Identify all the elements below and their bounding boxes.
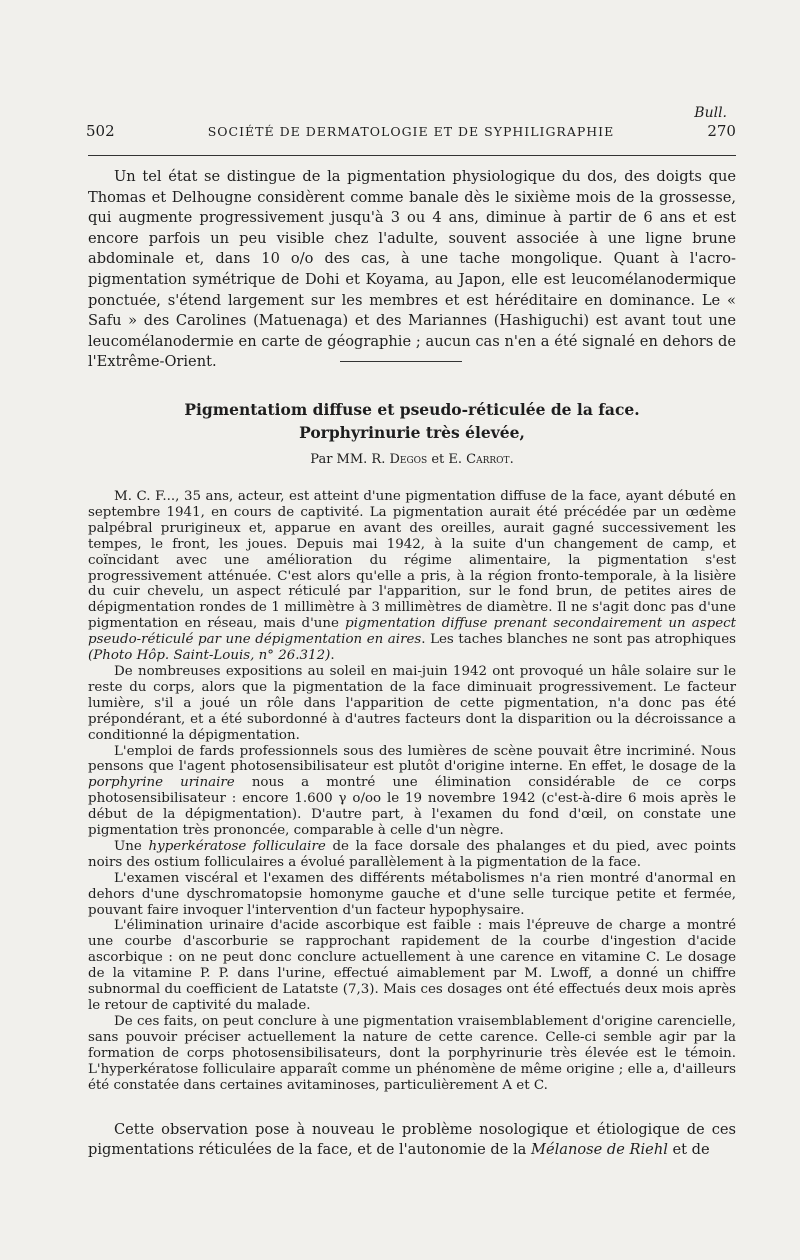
- p3-end: nous a montré une élimination considérable de ce corps photosensibilisateur : encore 1.600 γ o/oo le 19 novembre 1942 (c'est-à-dire 6 mois après le début de la dépigmentation). D'autre part, à l'examen du fond d'œil, on constate une pigmentation très prononcée, comparable à celle d'un nègre.: [88, 775, 736, 839]
- running-header: [86, 122, 736, 140]
- journal-title: SOCIÉTÉ DE DERMATOLOGIE ET DE SYPHILIGRAPHIE: [207, 124, 615, 139]
- body-paragraph-4: [88, 839, 736, 871]
- p1-italic: pigmentation diffuse prenant secondairement un aspect pseudo-réticulé par une dépigmentation en aires: [88, 616, 736, 648]
- author-carrot: Carrot: [466, 452, 510, 467]
- bull-mark: Bull.: [694, 105, 727, 121]
- p3-text: L'emploi de fards professionnels sous des lumières de scène pouvait être incriminé. Nous pensons que l'agent photosensibilisateur est plutôt d'origine interne. En effet, le dosage de la: [88, 743, 736, 775]
- intro-section: [88, 167, 736, 373]
- final-section: [88, 1120, 736, 1160]
- article-title-line-1: Pigmentatiom diffuse et pseudo-réticulée de la face.: [184, 400, 640, 419]
- p4-end: de la face dorsale des phalanges et du pied, avec points noirs des ostium folliculaires a évolué parallèlement à la pigmentation de la face.: [88, 838, 736, 870]
- body-paragraph-5: L'examen viscéral et l'examen des différents métabolismes n'a rien montré d'anormal en dehors d'une dyschromatopsie homonyme gauche et d'une selle turcique petite et fermée, pouvant faire invoquer l'intervention d'un facteur hypophysaire.: [88, 870, 736, 918]
- body-paragraph-7: De ces faits, on peut conclure à une pigmentation vraisemblablement d'origine carencielle, sans pouvoir préciser actuellement la nature de cette carence. Celle-ci semble agir par la formation de corps photosensibilisateurs, dont la porphyrinurie très élevée est le témoin. L'hyperkératose folliculaire apparaît comme un phénomène de même origine ; elle a, d'ailleurs été constatée dans certaines avitaminoses, particulièrement A et C.: [88, 1013, 736, 1093]
- final-text: Cette observation pose à nouveau le problème nosologique et étiologique de ces pigmentations réticulées de la face, et de l'autonomie de la: [88, 1121, 736, 1158]
- author-degos: Degos: [389, 452, 428, 467]
- body-paragraph-3: [88, 744, 736, 839]
- p1-end: .: [330, 648, 335, 664]
- article-body: [88, 489, 736, 1093]
- final-end: et de: [667, 1141, 710, 1158]
- p1-text: M. C. F..., 35 ans, acteur, est atteint d'une pigmentation diffuse de la face, ayant débuté en septembre 1941, en cours de captivité. La pigmentation aurait été précédée par un œdème palpébral prurigineux et, apparue en avant des oreilles, aurait gagné successivement les tempes, le front, les joues. Depuis mai 1942, à la suite d'un changement de camp, et coïncidant avec une amélioration du régime alimentaire, la pigmentation s'est progressivement atténuée. C'est alors qu'elle a pris, à la région fronto-temporale, à la lisière du cuir chevelu, un aspect réticulé par l'apparition, sur le fond brun, de petites aires de dépigmentation rondes de 1 millimètre à 3 millimètres de diamètre. Il ne s'agit donc pas d'une pigmentation en réseau, mais d'une: [88, 489, 736, 632]
- page-number-right: 270: [707, 122, 736, 140]
- intro-paragraph: Un tel état se distingue de la pigmentation physiologique du dos, des doigts que Thomas et Delhougne considèrent comme banale dès le sixième mois de la grossesse, qui augmente progressivement jusqu'à 3 ou 4 ans, diminue à partir de 6 ans et est encore parfois un peu visible chez l'adulte, souvent associée à une ligne brune abdominale et, dans 10 o/o des cas, à une tache mongolique. Quant à l'acro-pigmentation symétrique de Dohi et Koyama, au Japon, elle est leucomélanodermique ponctuée, s'étend largement sur les membres et est héréditaire en dominance. Le « Safu » des Carolines (Matuenaga) et des Mariannes (Hashiguchi) est avant tout une leucomélanodermie en carte de géographie ; aucun cas n'en a été signalé en dehors de l'Extrême-Orient.: [88, 168, 736, 371]
- article-title: [88, 398, 736, 444]
- page-number-left: 502: [86, 122, 115, 140]
- photo-reference: (Photo Hôp. Saint-Louis, n° 26.312): [88, 648, 331, 664]
- body-paragraph-2: De nombreuses expositions au soleil en mai-juin 1942 ont provoqué un hâle solaire sur le reste du corps, alors que la pigmentation de la face diminuait progressivement. Le facteur lumière, s'il a joué un rôle dans l'apparition de cette pigmentation, n'a donc pas été prépondérant, et a été subordonné à d'autres facteurs dont la disparition ou la décroissance a conditionné la dépigmentation.: [88, 663, 736, 743]
- p4-text: Une: [114, 838, 149, 854]
- final-paragraph: [88, 1120, 736, 1160]
- section-separator: [340, 361, 462, 362]
- article-title-line-2: Porphyrinurie très élevée,: [299, 423, 525, 442]
- body-paragraph-6: L'élimination urinaire d'acide ascorbique est faible : mais l'épreuve de charge a montré une courbe d'ascorburie se rapprochant rapidement de la courbe d'ingestion d'acide ascorbique : on ne peut donc conclure actuellement à une carence en vitamine C. Le dosage de la vitamine P. P. dans l'urine, effectué aimablement par M. Lwoff, a donné un chiffre subnormal du coefficient de Latatste (7,3). Mais ces dosages ont été effectués deux mois après le retour de captivité du malade.: [88, 918, 736, 1013]
- authors-prefix: Par MM. R.: [310, 452, 386, 467]
- authors-mid: et E.: [427, 452, 467, 467]
- p3-italic: porphyrine urinaire: [88, 775, 235, 791]
- article-authors: [88, 452, 736, 467]
- final-italic: Mélanose de Riehl: [531, 1141, 668, 1158]
- p1-mid: . Les taches blanches ne sont pas atrophiques: [421, 632, 736, 648]
- authors-suffix: .: [509, 452, 514, 467]
- p4-italic: hyperkératose folliculaire: [148, 838, 326, 854]
- header-rule: [88, 155, 736, 156]
- body-paragraph-1: [88, 489, 736, 664]
